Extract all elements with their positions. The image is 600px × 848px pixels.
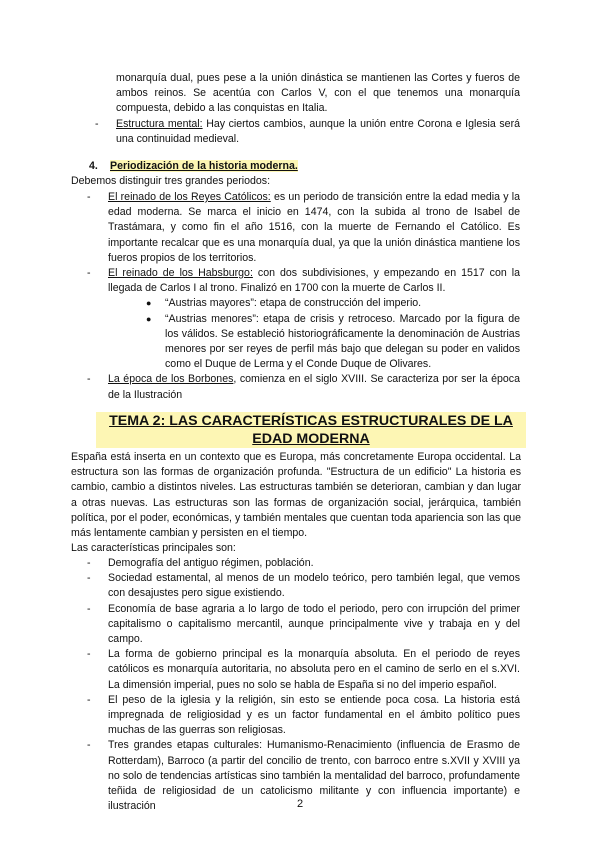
dash-bullet: - <box>87 739 91 752</box>
dash-bullet: - <box>87 572 91 585</box>
item-text: La forma de gobierno principal es la monarquía absoluta. En el periodo de reyes católicos es monarquía autoritaria, no absoluta pero en el camino de serlo en el s.XVI. La dimensión imperial, pues no solo se habla de España si no del imperio español. <box>108 648 520 691</box>
dot-bullet: ● <box>146 298 152 309</box>
item-text: Tres grandes etapas culturales: Humanismo-Renacimiento (influencia de Erasmo de Rotterdam), Barroco (a partir del concilio de trento, con barroco entre s.XVII y XVIII ya no solo de tendencias artísticas sino también la mentalidad del barroco, profundamente teñida de religiosidad de un catolicismo militante y con influencia importante) e ilustración <box>108 739 520 813</box>
dash-bullet: - <box>87 557 91 569</box>
list-item <box>87 372 520 402</box>
estructura-mental-label: Estructura mental: <box>116 118 203 130</box>
section-4-number: 4. <box>89 160 98 172</box>
continuation-text: monarquía dual, pues pese a la unión dinástica se mantienen las Cortes y fueros de ambos reinos. Se acentúa con Carlos V, con el que tenemos una monarquía compuesta, debido a las conquistas en Italia. <box>116 72 520 115</box>
item-label: El reinado de los Reyes Católicos: <box>108 191 271 203</box>
dash-bullet: - <box>95 118 99 130</box>
list-item <box>87 571 520 601</box>
tema-2-heading <box>96 412 526 448</box>
item-label: La época de los Borbones <box>108 373 234 386</box>
item-text: Sociedad estamental, al menos de un modelo teórico, pero también legal, que vemos con desajustes pero sigue existiendo. <box>108 572 520 600</box>
dash-bullet: - <box>87 648 91 661</box>
list-item <box>87 190 520 266</box>
sub-item-text: “Austrias mayores”: etapa de construcción del imperio. <box>165 297 422 310</box>
section-4-title: Periodización de la historia moderna. <box>110 160 298 172</box>
section-4-intro-text: Debemos distinguir tres grandes periodos: <box>71 175 271 187</box>
list-item <box>87 602 520 648</box>
item-text: Demografía del antiguo régimen, población. <box>108 557 314 569</box>
item-text: es un periodo de transición entre la edad media y la edad moderna. Se marca el inicio en 1474, con la subida al trono de Isabel de Trastámara, y como fin el año 1516, con la muerte de Fernando el Católico. Es importante recalcar que es una monarquía dual, ya que la unión dinástica mantiene los fueros propios de los territorios. <box>108 191 520 264</box>
item-label: El reinado de los Habsburgo: <box>108 267 253 280</box>
sub-list-item <box>146 296 520 311</box>
dash-bullet: - <box>87 191 91 203</box>
dash-bullet: - <box>87 373 91 386</box>
page-number: 2 <box>296 798 304 810</box>
dash-bullet: - <box>87 267 91 280</box>
item-text: con dos subdivisiones, y empezando en 1517 con la llegada de Carlos I al trono. Finalizó en 1700 con la muerte de Carlos II. <box>108 267 520 295</box>
continuation-paragraph <box>116 71 520 117</box>
item-text: El peso de la iglesia y la religión, sin esto se entiende poca cosa. La historia está impregnada de religiosidad y es un factor fundamental en el ámbito político pues muchas de las guerras son religiosas. <box>108 693 520 737</box>
sub-item-text: “Austrias menores”: etapa de crisis y retroceso. Marcado por la figura de los válidos. Se estableció historiográficamente la denominación de Austrias menores por ser reyes de perfil más bajo que delegan su poder en validos como el Duque de Lerma y el Conde Duque de Olivares. <box>165 312 520 371</box>
section-4-list <box>87 190 520 403</box>
tema-2-list <box>87 556 520 814</box>
section-4-intro <box>71 174 531 189</box>
dash-bullet: - <box>87 693 91 706</box>
tema-2-intro-text: España está inserta en un contexto que es Europa, más concretamente Europa occidental. La estructura son las formas de organización profunda. "Estructura de un edificio" La historia es cambio, cambio a distintos niveles. Las estructuras también se deterioran, cambian y dan lugar a otras nuevas. Las estructuras son las formas de organización social, jerárquica, también política, por el poder, económicas, y también mentales que cuentan toda apariencia son las que más lentamente cambian y persisten en el tiempo. <box>71 451 521 540</box>
sub-list-item <box>146 312 520 373</box>
item-text: , comienza en el siglo XVIII. Se caracteriza por ser la época de la Ilustración <box>108 373 520 401</box>
tema-2-lead-text: Las características principales son: <box>71 542 236 554</box>
dot-bullet: ● <box>146 313 152 324</box>
list-item <box>87 647 520 693</box>
item-text: Economía de base agraria a lo largo de todo el periodo, pero con irrupción del primer capitalismo o capitalismo mercantil, aunque principalmente vive y trabaja en y del campo. <box>108 602 520 646</box>
list-item <box>87 266 520 372</box>
tema-2-title: TEMA 2: LAS CARACTERÍSTICAS ESTRUCTURALES DE LA EDAD MODERNA <box>109 413 513 447</box>
dash-bullet: - <box>87 602 91 615</box>
estructura-mental-text: Hay ciertos cambios, aunque la unión entre Corona e Iglesia será una continuidad medieval. <box>116 118 520 146</box>
list-item <box>87 693 520 739</box>
tema-2-intro <box>71 450 521 541</box>
list-item <box>87 556 520 571</box>
section-4-heading <box>89 159 509 174</box>
tema-2-lead <box>71 541 521 556</box>
estructura-mental-item <box>95 117 520 147</box>
